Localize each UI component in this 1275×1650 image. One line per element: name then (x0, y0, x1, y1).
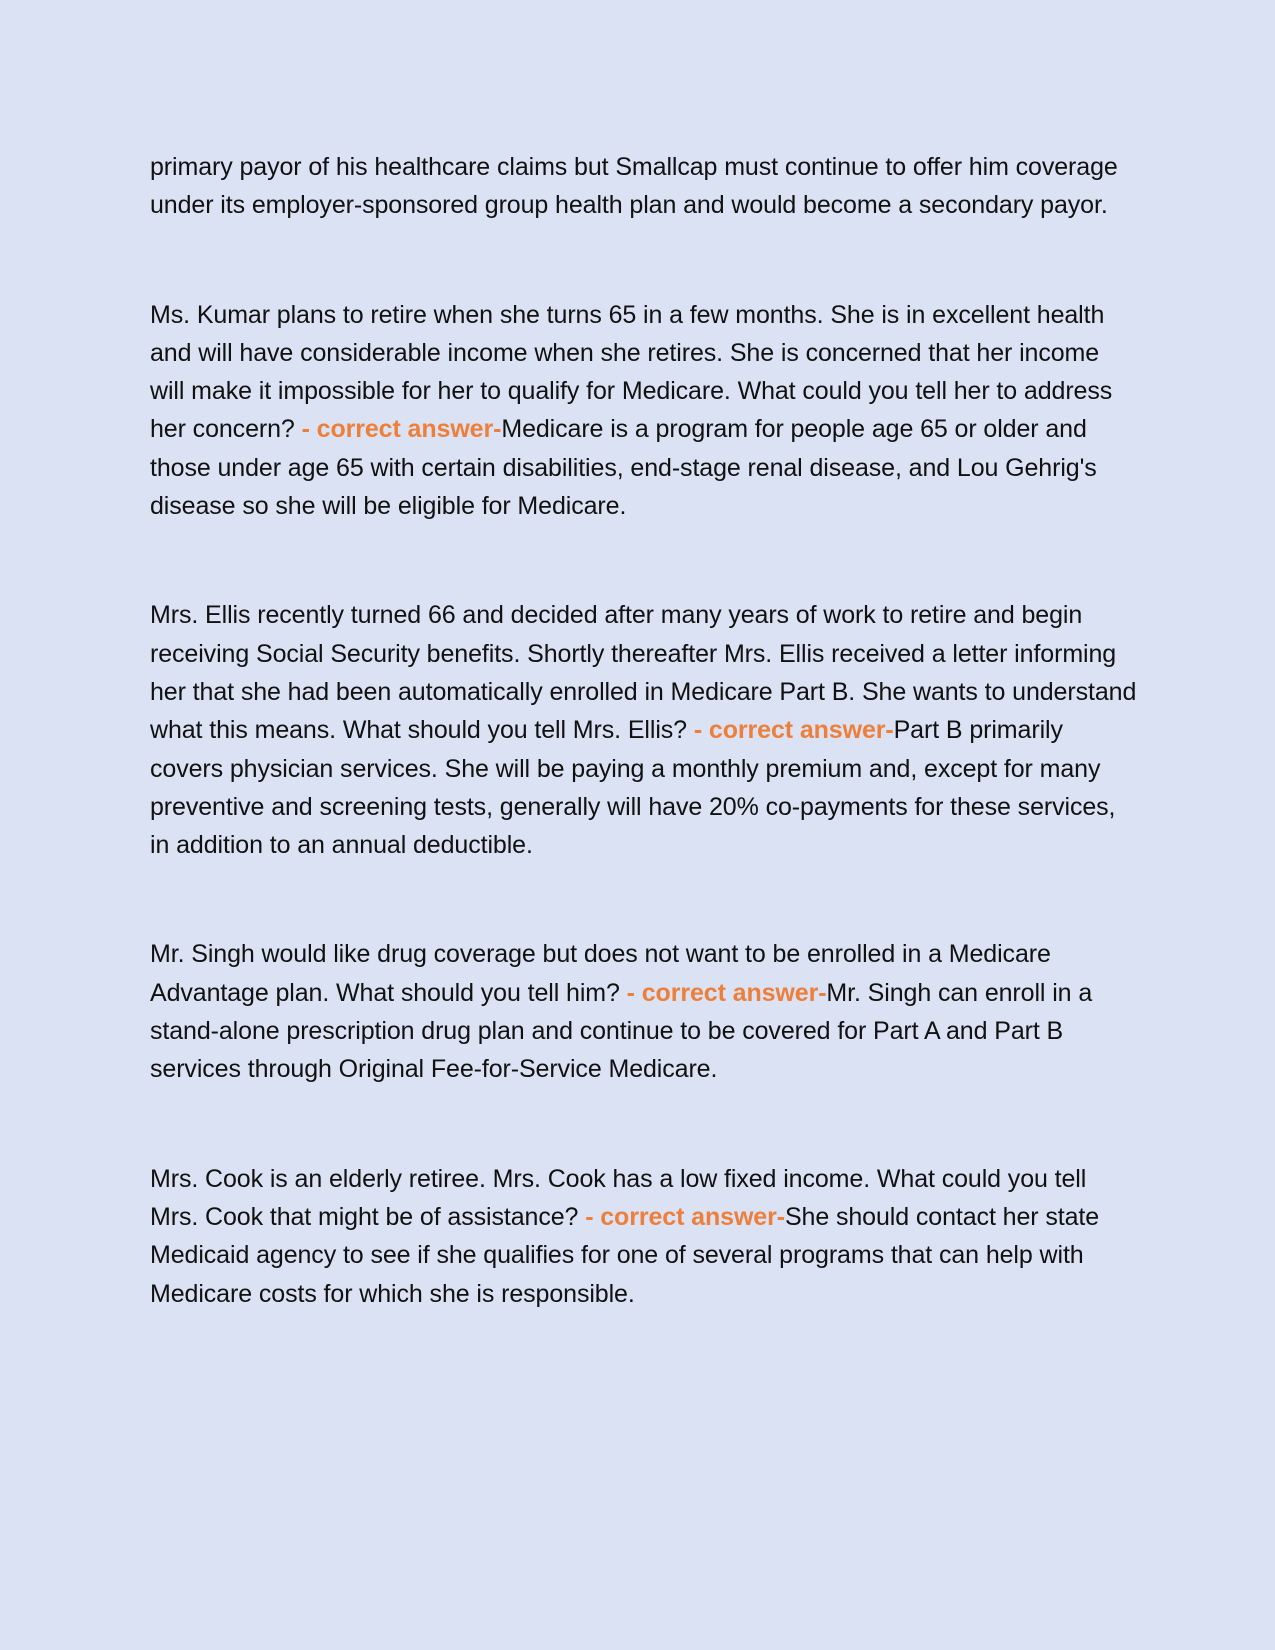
document-page (150, 148, 1140, 1313)
question-text: Mr. Singh would like drug coverage but does not want to be enrolled in a Medicare Advantage plan. What should you tell him? (150, 940, 1051, 1007)
qa-item-cook (150, 1160, 1140, 1313)
answer-text: Mr. Singh can enroll in a stand-alone prescription drug plan and continue to be covered for Part A and Part B services through Original Fee-for-Service Medicare. (150, 978, 1093, 1084)
correct-answer-tag: - correct answer- (693, 716, 894, 745)
correct-answer-tag: - correct answer- (585, 1202, 785, 1231)
intro-paragraph: primary payor of his healthcare claims but Smallcap must continue to offer him coverage under its employer-sponsored group health plan and would become a secondary payor. (150, 153, 1118, 220)
correct-answer-tag: - correct answer- (301, 415, 502, 444)
question-text: Mrs. Ellis recently turned 66 and decided after many years of work to retire and begin receiving Social Security benefits. Shortly thereafter Mrs. Ellis received a letter informing her that she had been automatically enrolled in Medicare Part B. She wants to understand what this means. What should you tell Mrs. Ellis? (150, 601, 1137, 745)
answer-text: Medicare is a program for people age 65 or older and those under age 65 with certain disabilities, end-stage renal disease, and Lou Gehrig's disease so she will be eligible for Medicare. (150, 415, 1097, 521)
question-text: Ms. Kumar plans to retire when she turns 65 in a few months. She is in excellent health and will have considerable income when she retires. She is concerned that her income will make it impossible for her to qualify for Medicare. What could you tell her to address her concern? (150, 300, 1113, 444)
answer-text: She should contact her state Medicaid agency to see if she qualifies for one of several programs that can help with Medicare costs for which she is responsible. (150, 1202, 1100, 1308)
question-text: Mrs. Cook is an elderly retiree. Mrs. Cook has a low fixed income. What could you tell Mrs. Cook that might be of assistance? (150, 1164, 1087, 1231)
qa-item-kumar (150, 296, 1140, 526)
qa-item-singh (150, 935, 1140, 1088)
qa-item-ellis (150, 596, 1140, 864)
answer-text: Part B primarily covers physician services. She will be paying a monthly premium and, except for many preventive and screening tests, generally will have 20% co-payments for these services, in addition to an annual deductible. (150, 716, 1116, 860)
correct-answer-tag: - correct answer- (626, 978, 827, 1007)
